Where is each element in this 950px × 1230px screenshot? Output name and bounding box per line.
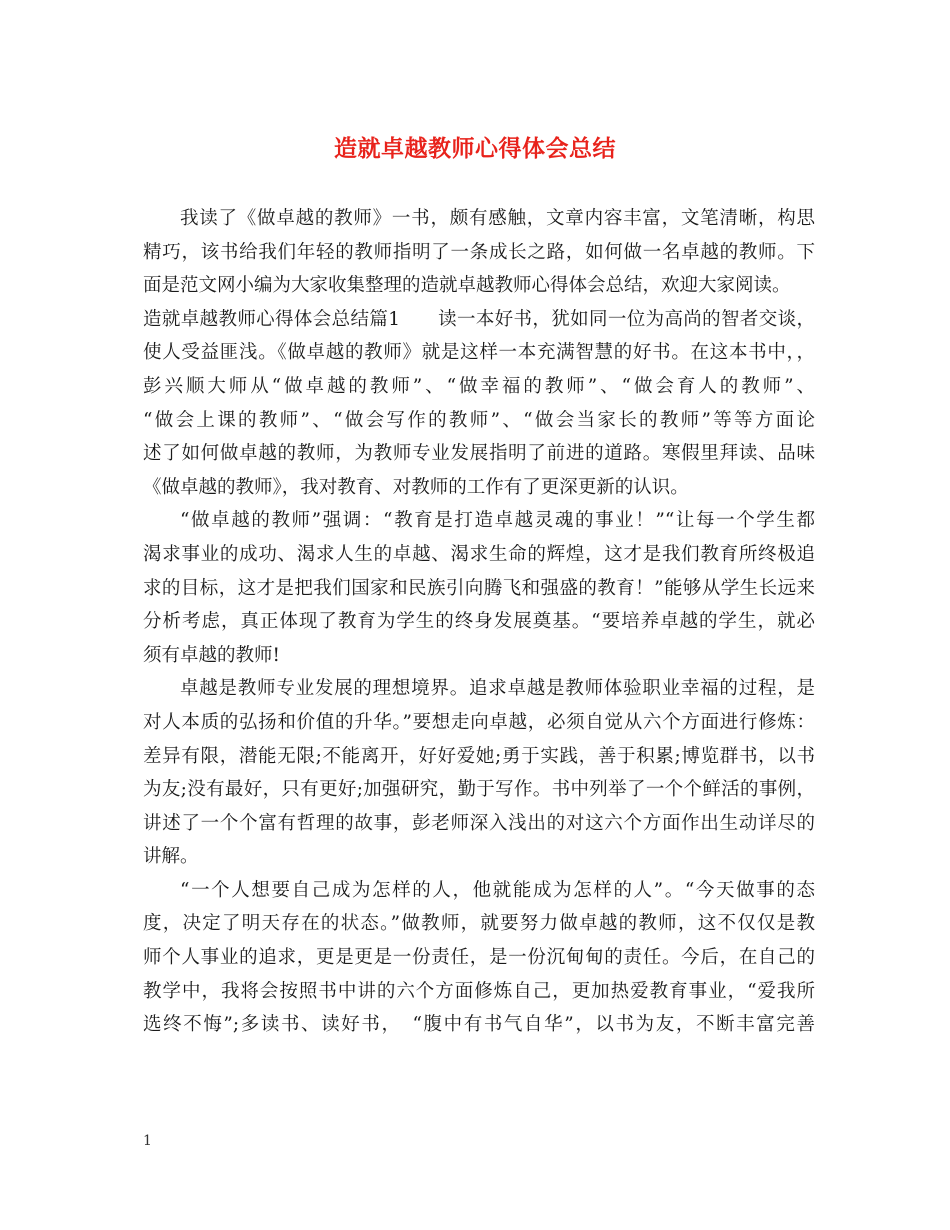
text-line: “做卓越的教师”强调：“教育是打造卓越灵魂的事业！”“让每一个学生都: [180, 510, 815, 532]
document-title: 造就卓越教师心得体会总结: [334, 136, 616, 162]
text-line: 差异有限，潜能无限;不能离开，好好爱她;勇于实践，善于积累;博览群书，以书: [143, 745, 815, 767]
text-line: 须有卓越的教师!: [143, 644, 280, 666]
text-line: 讲解。: [143, 846, 199, 868]
text-line: 为友;没有最好，只有更好;加强研究，勤于写作。书中列举了一个个鲜活的事例，: [143, 779, 815, 801]
text-line: 求的目标，这才是把我们国家和民族引向腾飞和强盛的教育！”能够从学生长远来: [143, 577, 815, 599]
text-line: 我读了《做卓越的教师》一书，颇有感触，文章内容丰富，文笔清晰，构思: [180, 208, 815, 229]
text-line: 使人受益匪浅。《做卓越的教师》就是这样一本充满智慧的好书。在这本书中，，: [143, 342, 815, 364]
text-line: 讲述了一个个富有哲理的故事，彭老师深入浅出的对这六个方面作出生动详尽的: [143, 812, 815, 834]
text-line: 选终不悔”;多读书、读好书， “腹中有书气自华”，以书为友，不断丰富完善: [143, 1014, 815, 1036]
text-line: 《做卓越的教师》，我对教育、对教师的工作有了更深更新的认识。: [143, 476, 689, 498]
text-line: 度，决定了明天存在的状态。”做教师，就要努力做卓越的教师，这不仅仅是教: [143, 913, 815, 935]
text-line: 分析考虑，真正体现了教育为学生的终身发展奠基。“要培养卓越的学生，就必: [143, 611, 815, 633]
text-line: 师个人事业的追求，更是更是一份责任，是一份沉甸甸的责任。今后，在自己的: [143, 947, 815, 969]
page-number: 1: [143, 1133, 152, 1149]
text-line: 渴求事业的成功、渴求人生的卓越、渴求生命的辉煌，这才是我们教育所终极追: [143, 543, 815, 565]
text-line: 造就卓越教师心得体会总结篇1 读一本好书，犹如同一位为高尚的智者交谈，: [143, 308, 815, 330]
text-line: “一个人想要自己成为怎样的人，他就能成为怎样的人”。“今天做事的态: [180, 879, 815, 901]
text-line: 教学中，我将会按照书中讲的六个方面修炼自己，更加热爱教育事业，“爱我所: [143, 980, 815, 1002]
text-line: “做会上课的教师”、“做会写作的教师”、“做会当家长的教师”等等方面论: [143, 409, 815, 431]
text-line: 精巧，该书给我们年轻的教师指明了一条成长之路，如何做一名卓越的教师。下: [143, 241, 815, 263]
document-body: [143, 202, 815, 1042]
text-line: 对人本质的弘扬和价值的升华。”要想走向卓越，必须自觉从六个方面进行修炼：: [143, 711, 815, 733]
text-line: 卓越是教师专业发展的理想境界。追求卓越是教师体验职业幸福的过程，是: [180, 678, 815, 700]
text-line: 彭兴顺大师从“做卓越的教师”、“做幸福的教师”、“做会育人的教师”、: [143, 375, 815, 397]
text-line: 述了如何做卓越的教师，为教师专业发展指明了前进的道路。寒假里拜读、品味: [143, 443, 815, 465]
text-line: 面是范文网小编为大家收集整理的造就卓越教师心得体会总结，欢迎大家阅读。: [143, 275, 791, 297]
